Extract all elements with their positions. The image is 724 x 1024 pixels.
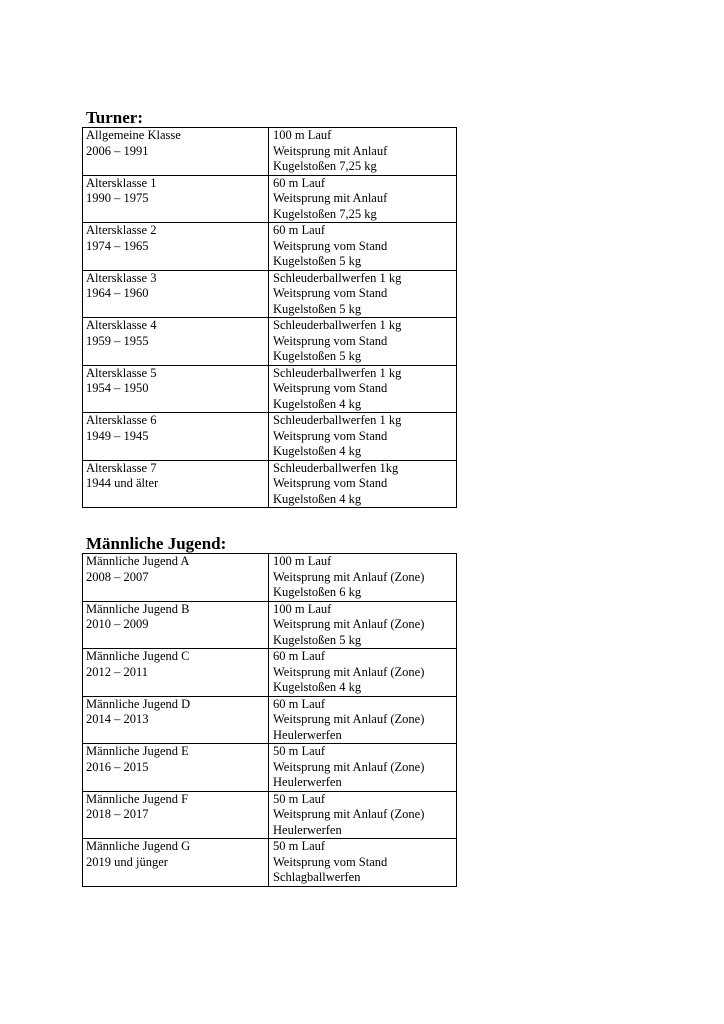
birth-years: 2016 – 2015 bbox=[86, 759, 149, 774]
class-cell bbox=[83, 270, 269, 318]
birth-years: 2012 – 2011 bbox=[86, 664, 149, 679]
table-row bbox=[83, 554, 457, 602]
table-row bbox=[83, 175, 457, 223]
birth-years: 2019 und jünger bbox=[86, 854, 168, 869]
discipline-2: Weitsprung vom Stand bbox=[273, 476, 388, 490]
table-row bbox=[83, 791, 457, 839]
disciplines-cell bbox=[269, 413, 457, 461]
table-row bbox=[83, 601, 457, 649]
discipline-3: Kugelstoßen 7,25 kg bbox=[273, 206, 377, 221]
class-cell bbox=[83, 744, 269, 792]
discipline-3: Kugelstoßen 5 kg bbox=[273, 632, 362, 647]
discipline-1: Schleuderballwerfen 1 kg bbox=[273, 413, 402, 427]
table-row bbox=[83, 649, 457, 697]
youth-table bbox=[82, 553, 457, 887]
turner-section bbox=[82, 109, 456, 508]
class-cell bbox=[83, 791, 269, 839]
discipline-1: 60 m Lauf bbox=[273, 223, 326, 237]
class-name: Männliche Jugend A bbox=[86, 554, 190, 568]
class-name: Altersklasse 7 bbox=[86, 460, 157, 475]
class-name: Altersklasse 1 bbox=[86, 175, 157, 190]
class-cell bbox=[83, 175, 269, 223]
discipline-3: Heulerwerfen bbox=[273, 822, 342, 837]
discipline-3: Heulerwerfen bbox=[273, 727, 342, 742]
discipline-2: Weitsprung mit Anlauf (Zone) bbox=[273, 617, 425, 631]
class-name: Altersklasse 2 bbox=[86, 223, 157, 237]
birth-years: 2018 – 2017 bbox=[86, 807, 149, 821]
discipline-1: 50 m Lauf bbox=[273, 791, 326, 806]
disciplines-cell bbox=[269, 791, 457, 839]
discipline-1: 100 m Lauf bbox=[273, 128, 332, 142]
discipline-2: Weitsprung vom Stand bbox=[273, 381, 388, 395]
birth-years: 2010 – 2009 bbox=[86, 617, 149, 631]
birth-years: 2014 – 2013 bbox=[86, 712, 149, 726]
class-cell bbox=[83, 696, 269, 744]
birth-years: 2006 – 1991 bbox=[86, 143, 149, 158]
class-name: Männliche Jugend C bbox=[86, 649, 190, 663]
class-cell bbox=[83, 839, 269, 887]
discipline-3: Kugelstoßen 5 kg bbox=[273, 349, 362, 363]
birth-years: 1990 – 1975 bbox=[86, 191, 149, 205]
discipline-3: Kugelstoßen 4 kg bbox=[273, 680, 362, 694]
class-name: Altersklasse 6 bbox=[86, 413, 157, 427]
table-row bbox=[83, 839, 457, 887]
discipline-1: Schleuderballwerfen 1 kg bbox=[273, 365, 402, 380]
discipline-1: Schleuderballwerfen 1 kg bbox=[273, 318, 402, 332]
discipline-2: Weitsprung mit Anlauf (Zone) bbox=[273, 759, 425, 774]
class-cell bbox=[83, 128, 269, 176]
class-name: Altersklasse 3 bbox=[86, 270, 157, 285]
discipline-1: 100 m Lauf bbox=[273, 601, 332, 616]
class-cell bbox=[83, 413, 269, 461]
discipline-1: 60 m Lauf bbox=[273, 175, 326, 190]
disciplines-cell bbox=[269, 696, 457, 744]
disciplines-cell bbox=[269, 839, 457, 887]
disciplines-cell bbox=[269, 270, 457, 318]
table-row bbox=[83, 318, 457, 366]
class-name: Männliche Jugend F bbox=[86, 791, 189, 806]
discipline-2: Weitsprung vom Stand bbox=[273, 428, 388, 443]
turner-heading: Turner: bbox=[86, 108, 143, 127]
discipline-3: Kugelstoßen 7,25 kg bbox=[273, 159, 377, 173]
discipline-1: 50 m Lauf bbox=[273, 744, 326, 758]
discipline-1: 50 m Lauf bbox=[273, 839, 326, 853]
disciplines-cell bbox=[269, 554, 457, 602]
class-name: Altersklasse 4 bbox=[86, 318, 157, 332]
discipline-2: Weitsprung vom Stand bbox=[273, 854, 388, 869]
table-row bbox=[83, 413, 457, 461]
disciplines-cell bbox=[269, 318, 457, 366]
table-row bbox=[83, 128, 457, 176]
birth-years: 1944 und älter bbox=[86, 476, 159, 490]
disciplines-cell bbox=[269, 128, 457, 176]
discipline-2: Weitsprung mit Anlauf bbox=[273, 143, 388, 158]
table-row bbox=[83, 270, 457, 318]
turner-table bbox=[82, 127, 457, 508]
discipline-3: Kugelstoßen 5 kg bbox=[273, 301, 362, 316]
class-cell bbox=[83, 554, 269, 602]
youth-section bbox=[82, 535, 456, 887]
class-cell bbox=[83, 223, 269, 271]
discipline-3: Kugelstoßen 6 kg bbox=[273, 585, 362, 599]
table-row bbox=[83, 365, 457, 413]
discipline-2: Weitsprung vom Stand bbox=[273, 333, 388, 348]
disciplines-cell bbox=[269, 649, 457, 697]
class-name: Männliche Jugend D bbox=[86, 696, 191, 711]
youth-heading: Männliche Jugend: bbox=[86, 534, 227, 553]
birth-years: 1974 – 1965 bbox=[86, 238, 149, 253]
discipline-2: Weitsprung mit Anlauf (Zone) bbox=[273, 807, 425, 821]
discipline-2: Weitsprung mit Anlauf (Zone) bbox=[273, 664, 425, 679]
disciplines-cell bbox=[269, 601, 457, 649]
class-cell bbox=[83, 460, 269, 508]
discipline-2: Weitsprung mit Anlauf bbox=[273, 191, 388, 205]
discipline-2: Weitsprung mit Anlauf (Zone) bbox=[273, 569, 425, 584]
discipline-1: Schleuderballwerfen 1 kg bbox=[273, 270, 402, 285]
discipline-2: Weitsprung mit Anlauf (Zone) bbox=[273, 712, 425, 726]
table-row bbox=[83, 744, 457, 792]
disciplines-cell bbox=[269, 744, 457, 792]
class-cell bbox=[83, 365, 269, 413]
discipline-2: Weitsprung vom Stand bbox=[273, 238, 388, 253]
discipline-3: Kugelstoßen 4 kg bbox=[273, 396, 362, 411]
discipline-3: Kugelstoßen 5 kg bbox=[273, 254, 362, 268]
discipline-3: Heulerwerfen bbox=[273, 775, 342, 789]
table-row bbox=[83, 460, 457, 508]
discipline-1: 100 m Lauf bbox=[273, 554, 332, 568]
disciplines-cell bbox=[269, 460, 457, 508]
class-cell bbox=[83, 318, 269, 366]
discipline-1: 60 m Lauf bbox=[273, 696, 326, 711]
discipline-1: Schleuderballwerfen 1kg bbox=[273, 460, 399, 475]
class-name: Männliche Jugend E bbox=[86, 744, 189, 758]
table-row bbox=[83, 696, 457, 744]
class-name: Männliche Jugend B bbox=[86, 601, 190, 616]
discipline-3: Schlagballwerfen bbox=[273, 870, 361, 884]
table-row bbox=[83, 223, 457, 271]
discipline-2: Weitsprung vom Stand bbox=[273, 286, 388, 300]
discipline-3: Kugelstoßen 4 kg bbox=[273, 491, 362, 506]
birth-years: 1964 – 1960 bbox=[86, 286, 149, 300]
class-cell bbox=[83, 601, 269, 649]
discipline-1: 60 m Lauf bbox=[273, 649, 326, 663]
class-name: Männliche Jugend G bbox=[86, 839, 191, 853]
disciplines-cell bbox=[269, 175, 457, 223]
class-name: Allgemeine Klasse bbox=[86, 128, 181, 142]
birth-years: 1959 – 1955 bbox=[86, 333, 149, 348]
disciplines-cell bbox=[269, 223, 457, 271]
class-name: Altersklasse 5 bbox=[86, 365, 157, 380]
birth-years: 2008 – 2007 bbox=[86, 569, 149, 584]
discipline-3: Kugelstoßen 4 kg bbox=[273, 444, 362, 458]
disciplines-cell bbox=[269, 365, 457, 413]
birth-years: 1949 – 1945 bbox=[86, 428, 149, 443]
birth-years: 1954 – 1950 bbox=[86, 381, 149, 395]
class-cell bbox=[83, 649, 269, 697]
